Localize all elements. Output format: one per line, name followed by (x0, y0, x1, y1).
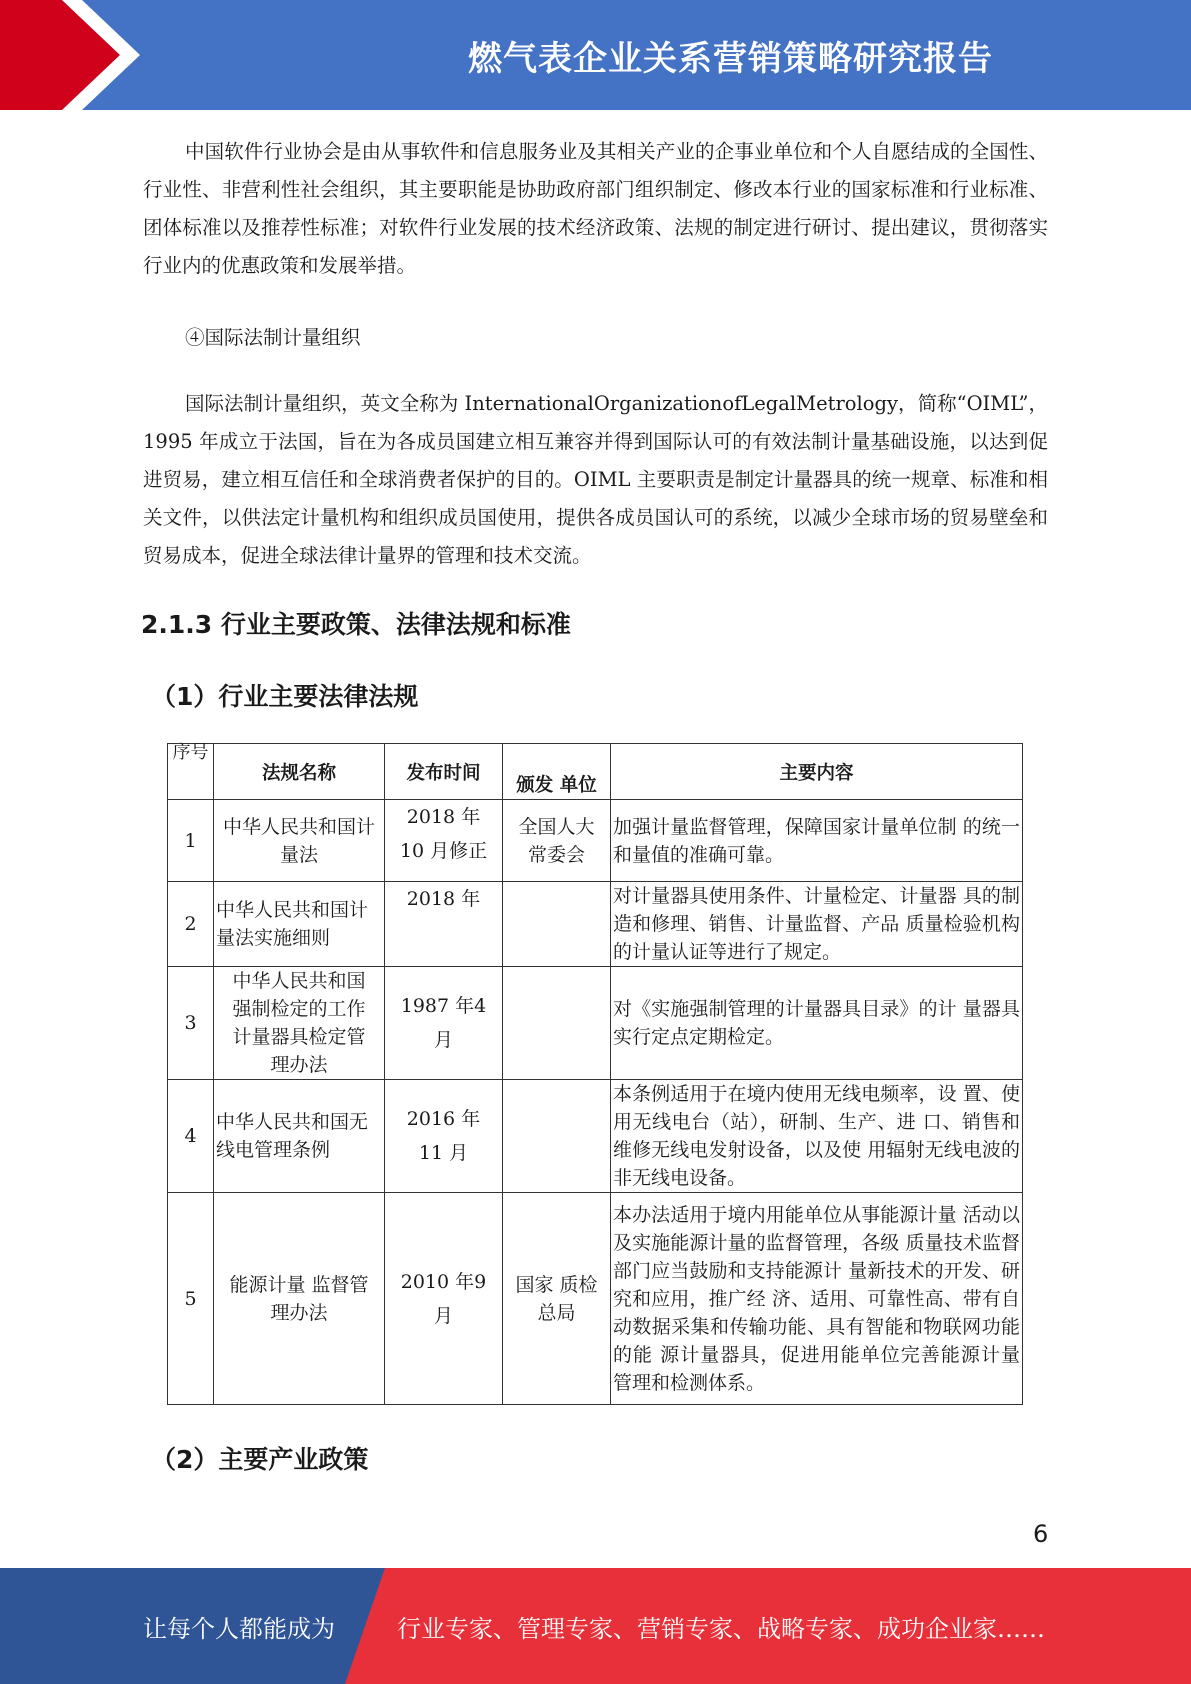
header-arrow-decoration (0, 0, 320, 110)
subsection-policy-heading: （2）主要产业政策 (151, 1445, 369, 1474)
header-name: 法规名称 (214, 744, 385, 800)
row-no: 5 (168, 1193, 214, 1405)
row-date: 1987 年4 月 (385, 967, 503, 1080)
page-footer (0, 1568, 1191, 1684)
row-date: 2016 年11 月 (385, 1080, 503, 1193)
row-issuer: 全国人大常委会 (503, 800, 611, 882)
subsection-laws-heading: （1）行业主要法律法规 (151, 682, 419, 711)
row-name: 中华人民共和国无线电管理条例 (214, 1080, 385, 1193)
row-name: 中华人民共和国强制检定的工作计量器具检定管理办法 (214, 967, 385, 1080)
row-content: 本条例适用于在境内使用无线电频率，设 置、使用无线电台（站），研制、生产、进 口、销售和维修无线电发射设备，以及使 用辐射无线电波的非无线电设备。 (611, 1080, 1023, 1193)
row-issuer: 国家 质检总局 (503, 1193, 611, 1405)
table-row (168, 1080, 1023, 1193)
laws-table (167, 743, 1023, 1405)
report-title: 燃气表企业关系营销策略研究报告 (468, 38, 993, 79)
table-row (168, 1193, 1023, 1405)
table-row (168, 882, 1023, 967)
row-no: 1 (168, 800, 214, 882)
paragraph-oiml: 国际法制计量组织，英文全称为 InternationalOrganizationofLegalMetrology，简称“OIML”，1995 年成立于法国，旨在为各成员国建立相互兼容并得到国际认可的有效法制计量基础设施，以达到促进贸易，建立相互信任和全球消费者保护的目的。OIML 主要职责是制定计量器具的统一规章、标准和相关文件，以供法定计量机构和组织成员国使用，提供各成员国认可的系统，以减少全球市场的贸易壁垒和贸易成本，促进全球法律计量界的管理和技术交流。 (143, 392, 1048, 567)
table-header-row (168, 744, 1023, 800)
header-no: 序号 (168, 744, 214, 800)
row-date: 2018 年 (385, 882, 503, 967)
page-header (0, 0, 1191, 110)
table-row (168, 967, 1023, 1080)
row-content: 对《实施强制管理的计量器具目录》的计 量器具实行定点定期检定。 (611, 967, 1023, 1080)
row-no: 2 (168, 882, 214, 967)
page-number: 6 (1033, 1520, 1049, 1548)
header-issuer: 颁发 单位 (503, 744, 611, 800)
row-name: 能源计量 监督管理办法 (214, 1193, 385, 1405)
row-no: 3 (168, 967, 214, 1080)
row-content: 对计量器具使用条件、计量检定、计量器 具的制造和修理、销售、计量监督、产品 质量检验机构的计量认证等进行了规定。 (611, 882, 1023, 967)
row-content: 加强计量监督管理，保障国家计量单位制 的统一和量值的准确可靠。 (611, 800, 1023, 882)
row-content: 本办法适用于境内用能单位从事能源计量 活动以及实施能源计量的监督管理，各级 质量技术监督部门应当鼓励和支持能源计 量新技术的开发、研究和应用，推广经 济、适用、可靠性高、带有自动数据采集和传输功能、具有智能和物联网功能的能 源计量器具，促进用能单位完善能源计量 管理和检测体系。 (611, 1193, 1023, 1405)
footer-slogan-left: 让每个人都能成为 (143, 1614, 335, 1643)
row-no: 4 (168, 1080, 214, 1193)
row-issuer (503, 882, 611, 967)
header-date: 发布时间 (385, 744, 503, 800)
row-date: 2018 年10 月修正 (385, 800, 503, 882)
row-issuer (503, 967, 611, 1080)
row-name: 中华人民共和国计量法 (214, 800, 385, 882)
row-date: 2010 年9 月 (385, 1193, 503, 1405)
row-issuer (503, 1080, 611, 1193)
row-name: 中华人民共和国计量法实施细则 (214, 882, 385, 967)
paragraph-csia: 中国软件行业协会是由从事软件和信息服务业及其相关产业的企事业单位和个人自愿结成的全国性、行业性、非营利性社会组织，其主要职能是协助政府部门组织制定、修改本行业的国家标准和行业标准、团体标准以及推荐性标准；对软件行业发展的技术经济政策、法规的制定进行研讨、提出建议，贯彻落实行业内的优惠政策和发展举措。 (143, 140, 1048, 277)
header-content: 主要内容 (611, 744, 1023, 800)
subheading-oiml: ④国际法制计量组织 (185, 326, 361, 349)
footer-slogan-right: 行业专家、管理专家、营销专家、战略专家、成功企业家…… (397, 1614, 1045, 1643)
section-heading: 2.1.3 行业主要政策、法律法规和标准 (141, 610, 571, 639)
table-row (168, 800, 1023, 882)
